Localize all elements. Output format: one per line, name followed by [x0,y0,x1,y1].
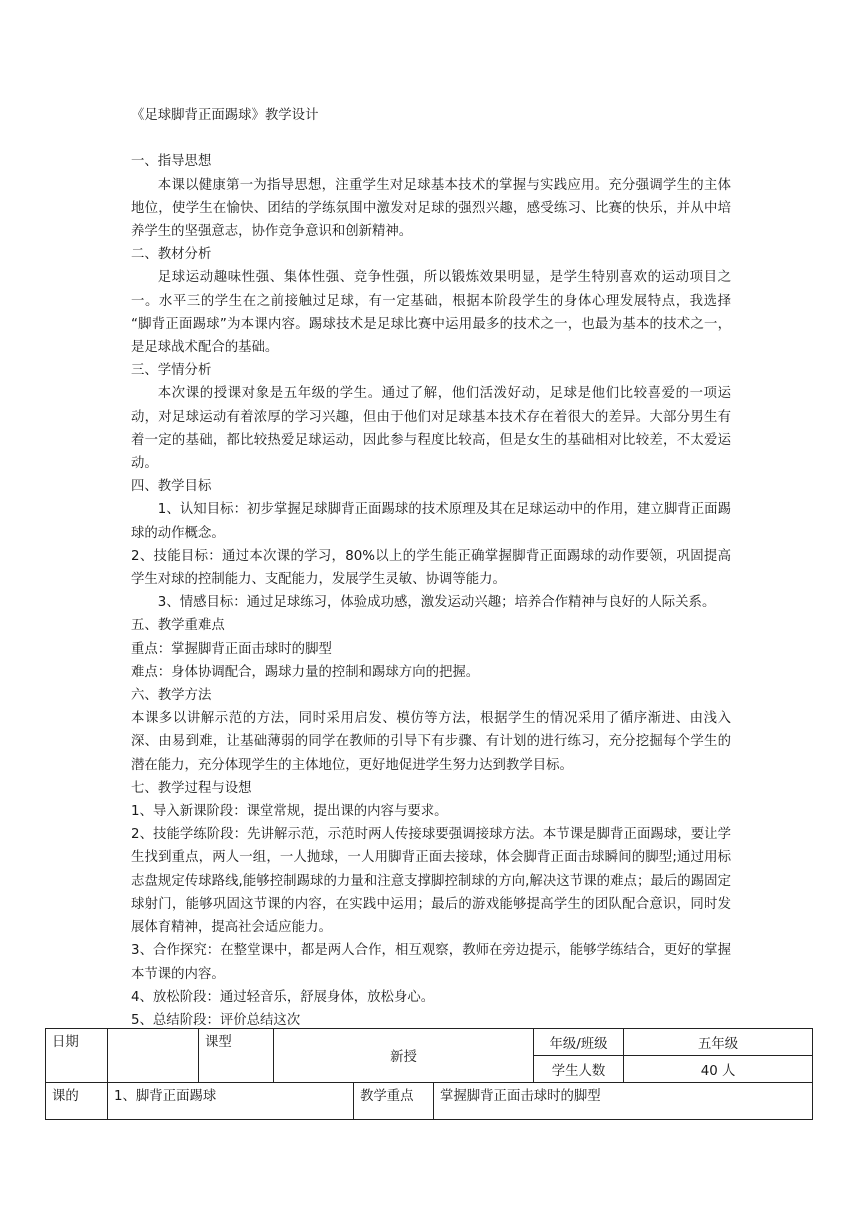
goal-skill: 2、技能目标：通过本次课的学习，80%以上的学生能正确掌握脚背正面踢球的动作要领，巩固提高学生对球的控制能力、支配能力，发展学生灵敏、协调等能力。 [131,548,731,588]
grade-value-cell: 五年级 [624,1029,813,1056]
focus-value-cell: 掌握脚背正面击球时的脚型 [434,1083,813,1120]
section-text-teaching-method: 本课多以讲解示范的方法，同时采用启发、模仿等方法，根据学生的情况采用了循序渐进、由浅入深、由易到难，让基础薄弱的同学在教师的引导下有步骤、有计划的进行练习，充分挖掘每个学生的潜在能力，充分体现学生的主体地位，更好地促进学生努力达到教学目标。 [131,711,731,773]
table-row [46,1029,813,1056]
section-heading-guiding-idea: 一、指导思想 [131,154,212,170]
process-step-summary: 5、总结阶段：评价总结这次 [131,1012,301,1028]
section-text-guiding-idea: 本课以健康第一为指导思想，注重学生对足球基本技术的掌握与实践应用。充分强调学生的主体地位，使学生在愉快、团结的学练氛围中激发对足球的强烈兴趣，感受练习、比赛的快乐，并从中培养学生的坚强意志，协作竞争意识和创新精神。 [131,177,731,239]
focus-label-cell: 教学重点 [354,1083,434,1120]
grade-label-cell: 年级/班级 [534,1029,624,1056]
date-label-cell: 日期 [46,1029,108,1083]
key-point: 重点：掌握脚背正面击球时的脚型 [131,641,332,657]
process-step-skill-practice: 2、技能学练阶段：先讲解示范，示范时两人传接球要强调接球方法。本节课是脚背正面踢球，要让学生找到重点，两人一组，一人抛球，一人用脚背正面去接球，体会脚背正面击球瞬间的脚型;通过用标志盘规定传球路线,能够控制踢球的力量和注意支撑脚控制球的方向,解决这节课的难点；最后的踢固定球射门，能够巩固这节课的内容，在实践中运用；最后的游戏能够提高学生的团队配合意识，同时发展体育精神，提高社会适应能力。 [131,827,731,936]
process-step-cooperation: 3、合作探究：在整堂课中，都是两人合作，相互观察，教师在旁边提示，能够学练结合，更好的掌握本节课的内容。 [131,943,731,982]
difficult-point: 难点：身体协调配合，踢球力量的控制和踢球方向的把握。 [131,664,480,680]
table-row [46,1083,813,1120]
section-text-material-analysis: 足球运动趣味性强、集体性强、竞争性强，所以锻炼效果明显，是学生特别喜欢的运动项目之一。水平三的学生在之前接触过足球，有一定基础，根据本阶段学生的身体心理发展特点，我选择 “脚背正面踢球”为本课内容。踢球技术是足球比赛中运用最多的技术之一，也最为基本的技术之一，是足球战术配合的基础。 [131,270,731,356]
section-heading-student-analysis: 三、学情分析 [131,363,212,379]
process-step-relax: 4、放松阶段：通过轻音乐，舒展身体，放松身心。 [131,989,435,1005]
document-body [131,104,731,1032]
process-step-intro: 1、导入新课阶段：课堂常规，提出课的内容与要求。 [131,804,448,820]
section-heading-key-points: 五、教学重难点 [131,618,225,634]
section-heading-teaching-goals: 四、教学目标 [131,479,212,495]
students-label-cell: 学生人数 [534,1056,624,1083]
lesson-label-cell: 课的 [46,1083,108,1120]
lesson-content-cell: 1、脚背正面踢球 [108,1083,354,1120]
students-value-cell: 40 人 [624,1056,813,1083]
lesson-type-value-cell: 新授 [274,1029,534,1083]
goal-cognitive: 1、认知目标：初步掌握足球脚背正面踢球的技术原理及其在足球运动中的作用，建立脚背正面踢球的动作概念。 [131,502,731,541]
section-text-student-analysis: 本次课的授课对象是五年级的学生。通过了解，他们活泼好动，足球是他们比较喜爱的一项运动，对足球运动有着浓厚的学习兴趣，但由于他们对足球基本技术存在着很大的差异。大部分男生有着一定的基础，都比较热爱足球运动，因此参与程度比较高，但是女生的基础相对比较差，不太爱运动。 [131,386,731,472]
section-heading-teaching-process: 七、教学过程与设想 [131,780,252,796]
section-heading-teaching-method: 六、教学方法 [131,688,212,704]
section-heading-material-analysis: 二、教材分析 [131,247,212,263]
goal-emotional: 3、情感目标：通过足球练习，体验成功感，激发运动兴趣；培养合作精神与良好的人际关系。 [157,595,716,611]
date-value-cell [108,1029,199,1083]
document-title: 《足球脚背正面踢球》教学设计 [131,108,319,123]
lesson-type-label-cell: 课型 [199,1029,274,1083]
lesson-info-table [45,1028,813,1120]
